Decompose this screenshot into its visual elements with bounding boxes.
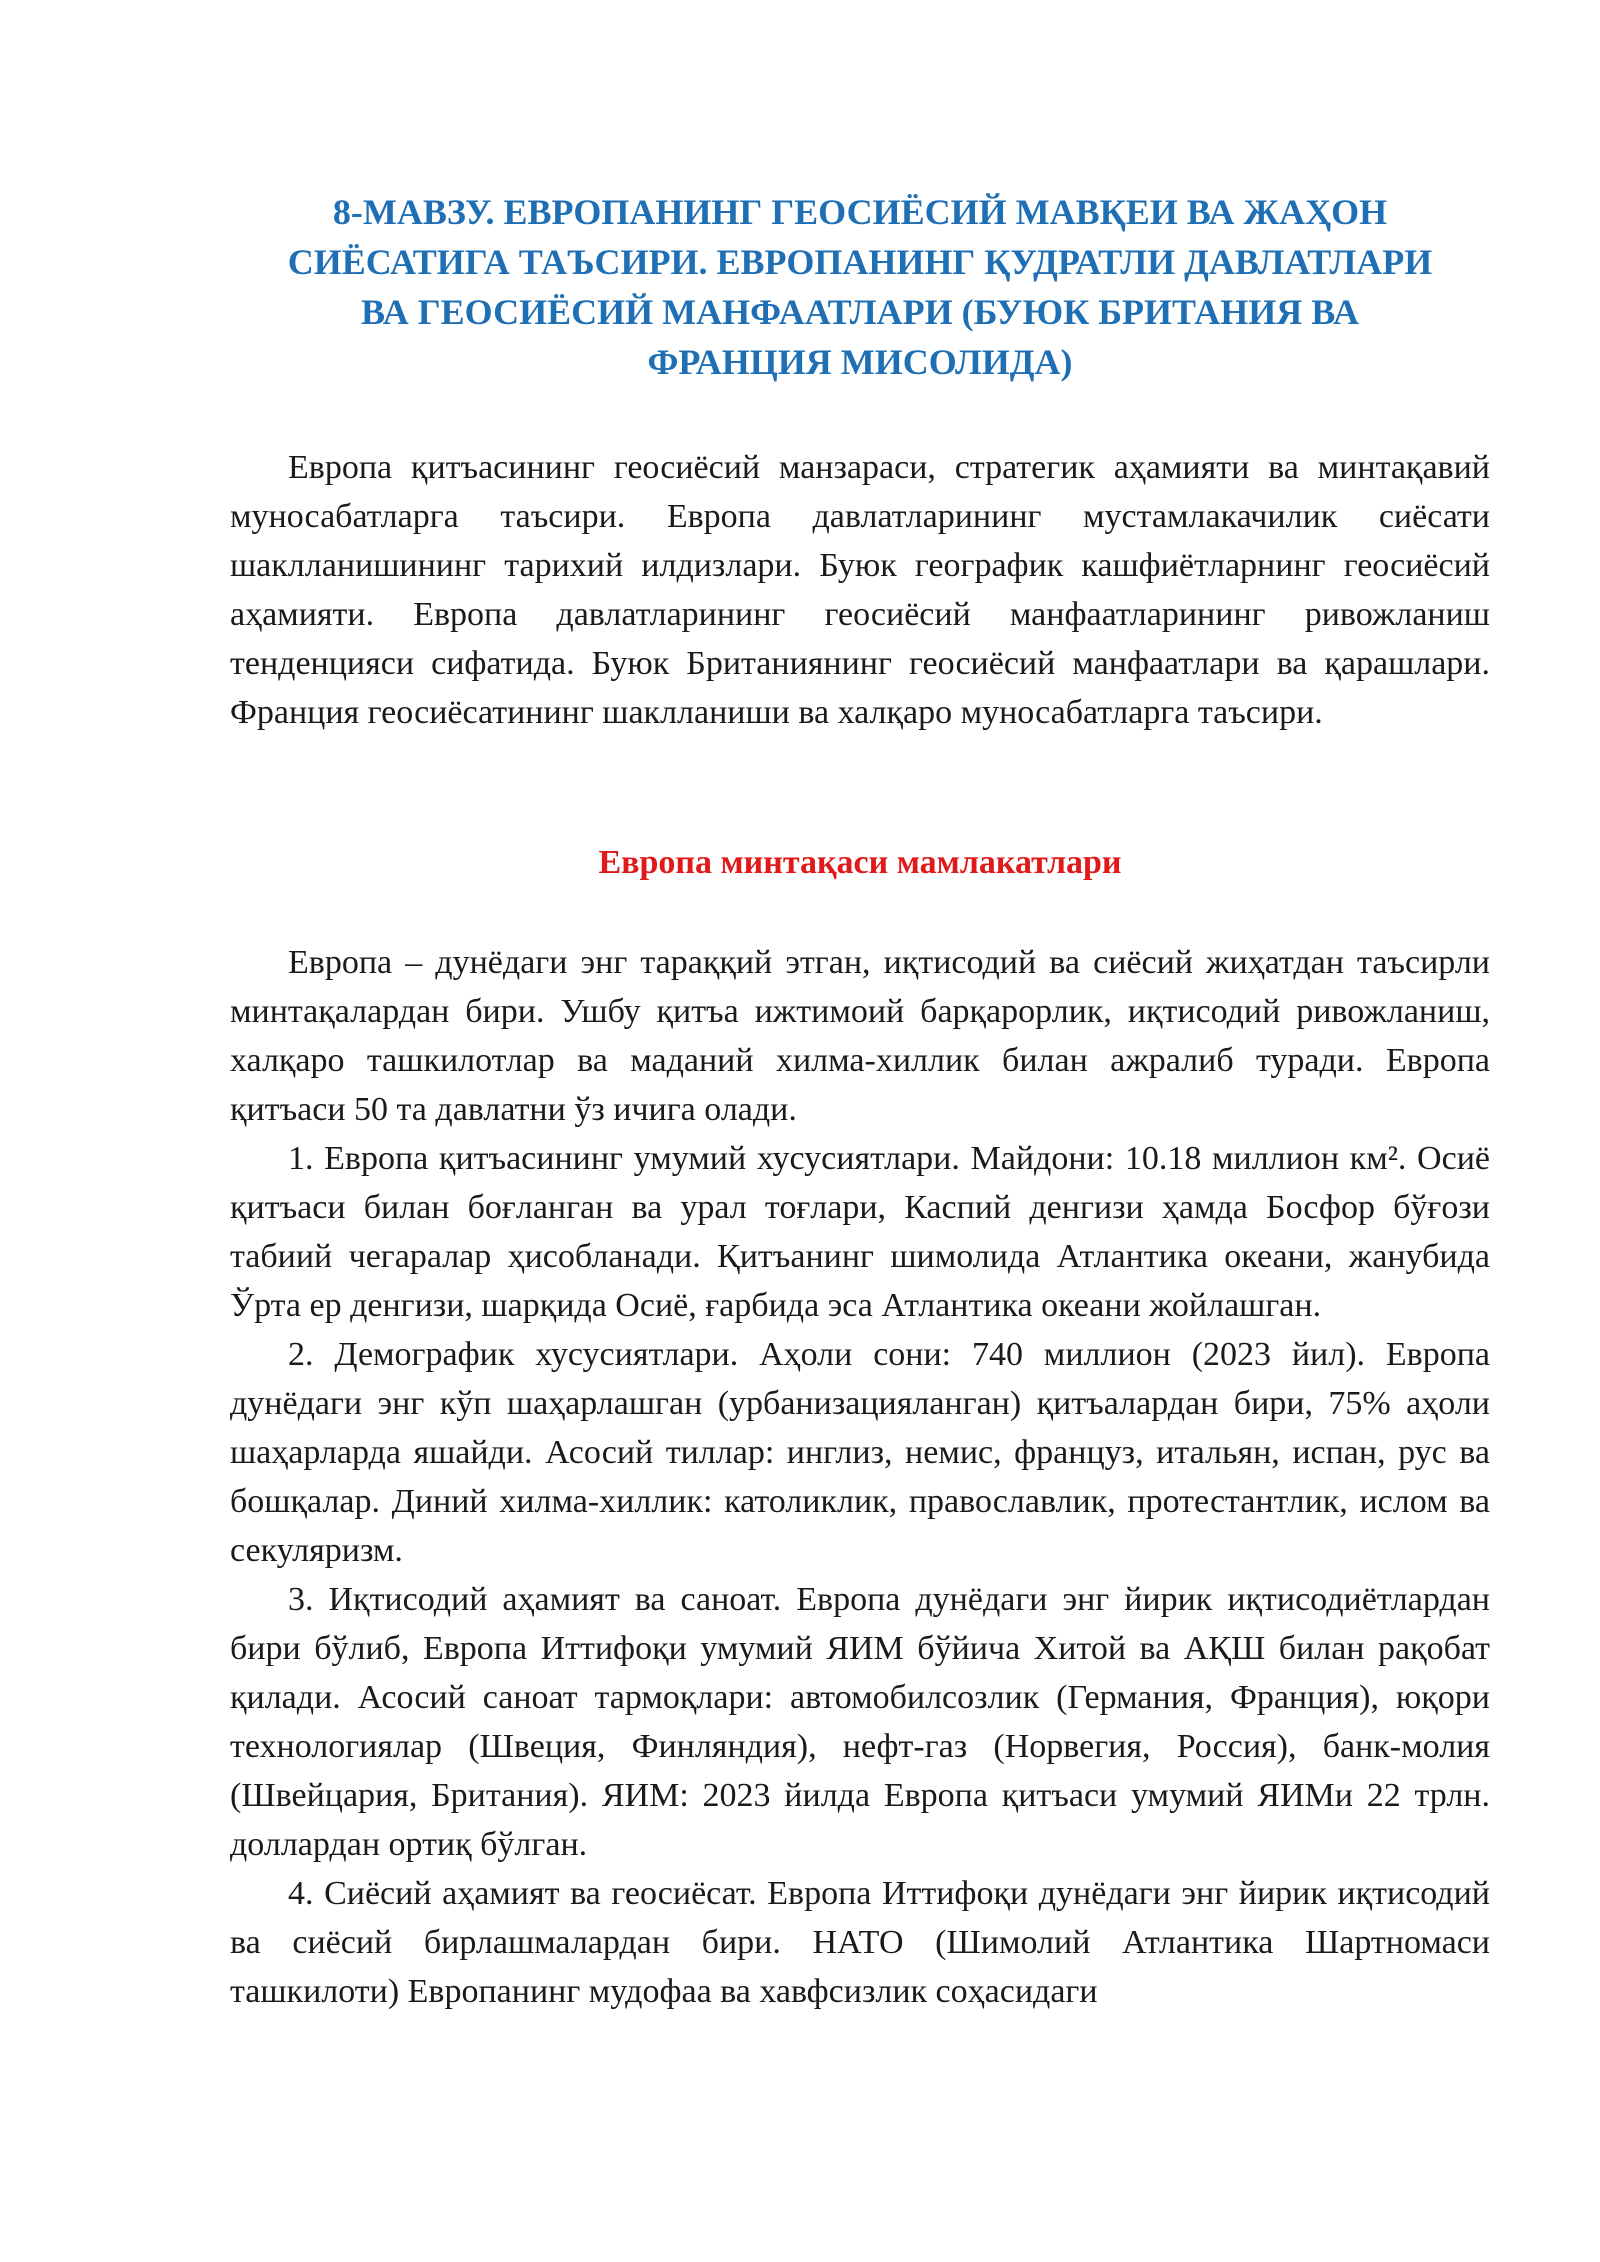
topic-title-line: ВА ГЕОСИЁСИЙ МАНФААТЛАРИ (БУЮК БРИТАНИЯ ВА xyxy=(361,292,1359,332)
body-paragraph: 3. Иқтисодий аҳамият ва саноат. Европа дунёдаги энг йирик иқтисодиётлардан бири бўлиб, Европа Иттифоқи умумий ЯИМ бўйича Хитой ва АҚШ билан рақобат қилади. Асосий саноат тармоқлари: автомобилсозлик (Германия, Франция), юқори технологиялар (Швеция, Финляндия), нефт-газ (Норвегия, Россия), банк-молия (Швейцария, Британия). ЯИМ: 2023 йилда Европа қитъаси умумий ЯИМи 22 трлн. доллардан ортиқ бўлган. xyxy=(230,1581,1490,1863)
intro-paragraph: Европа қитъасининг геосиёсий манзараси, стратегик аҳамияти ва минтақавий муносабатларга таъсири. Европа давлатларининг мустамлакачилик сиёсати шаклланишининг тарихий илдизлари. Буюк географик кашфиётларнинг геосиёсий аҳамияти. Европа давлатларининг геосиёсий манфаатларининг ривожланиш тенденцияси сифатида. Буюк Британиянинг геосиёсий манфаатлари ва қарашлари. Франция геосиёсатининг шаклланиши ва халқаро муносабатларга таъсири. xyxy=(230,449,1490,731)
body-paragraph: 2. Демографик хусусиятлари. Аҳоли сони: 740 миллион (2023 йил). Европа дунёдаги энг кўп шаҳарлашган (урбанизацияланган) қитъалардан бири, 75% аҳоли шаҳарларда яшайди. Асосий тиллар: инглиз, немис, француз, итальян, испан, рус ва бошқалар. Диний хилма-хиллик: католиклик, православлик, протестантлик, ислом ва секуляризм. xyxy=(230,1336,1490,1569)
body-text xyxy=(230,938,1490,2016)
section-heading: Европа минтақаси мамлакатлари xyxy=(598,844,1122,881)
topic-title-line: 8-МАВЗУ. ЕВРОПАНИНГ ГЕОСИЁСИЙ МАВҚЕИ ВА ЖАҲОН xyxy=(332,192,1388,232)
body-paragraph: 4. Сиёсий аҳамият ва геосиёсат. Европа Иттифоқи дунёдаги энг йирик иқтисодий ва сиёсий бирлашмалардан бири. НАТО (Шимолий Атлантика Шартномаси ташкилоти) Европанинг мудофаа ва хавфсизлик соҳасидаги xyxy=(230,1875,1490,2010)
body-paragraph: 1. Европа қитъасининг умумий хусусиятлари. Майдони: 10.18 миллион км². Осиё қитъаси билан боғланган ва урал тоғлари, Каспий денгизи ҳамда Босфор бўғози табиий чегаралар ҳисобланади. Қитъанинг шимолида Атлантика океани, жанубида Ўрта ер денгизи, шарқида Осиё, ғарбида эса Атлантика океани жойлашган. xyxy=(230,1140,1490,1324)
topic-title-line: ФРАНЦИЯ МИСОЛИДА) xyxy=(647,342,1073,382)
topic-title-line: СИЁСАТИГА ТАЪСИРИ. ЕВРОПАНИНГ ҚУДРАТЛИ ДАВЛАТЛАРИ xyxy=(287,242,1433,282)
body-paragraph: Европа – дунёдаги энг тараққий этган, иқтисодий ва сиёсий жиҳатдан таъсирли минтақалардан бири. Ушбу қитъа ижтимоий барқарорлик, иқтисодий ривожланиш, халқаро ташкилотлар ва маданий хилма-хиллик билан ажралиб туради. Европа қитъаси 50 та давлатни ўз ичига олади. xyxy=(230,944,1490,1128)
topic-title xyxy=(230,187,1490,387)
